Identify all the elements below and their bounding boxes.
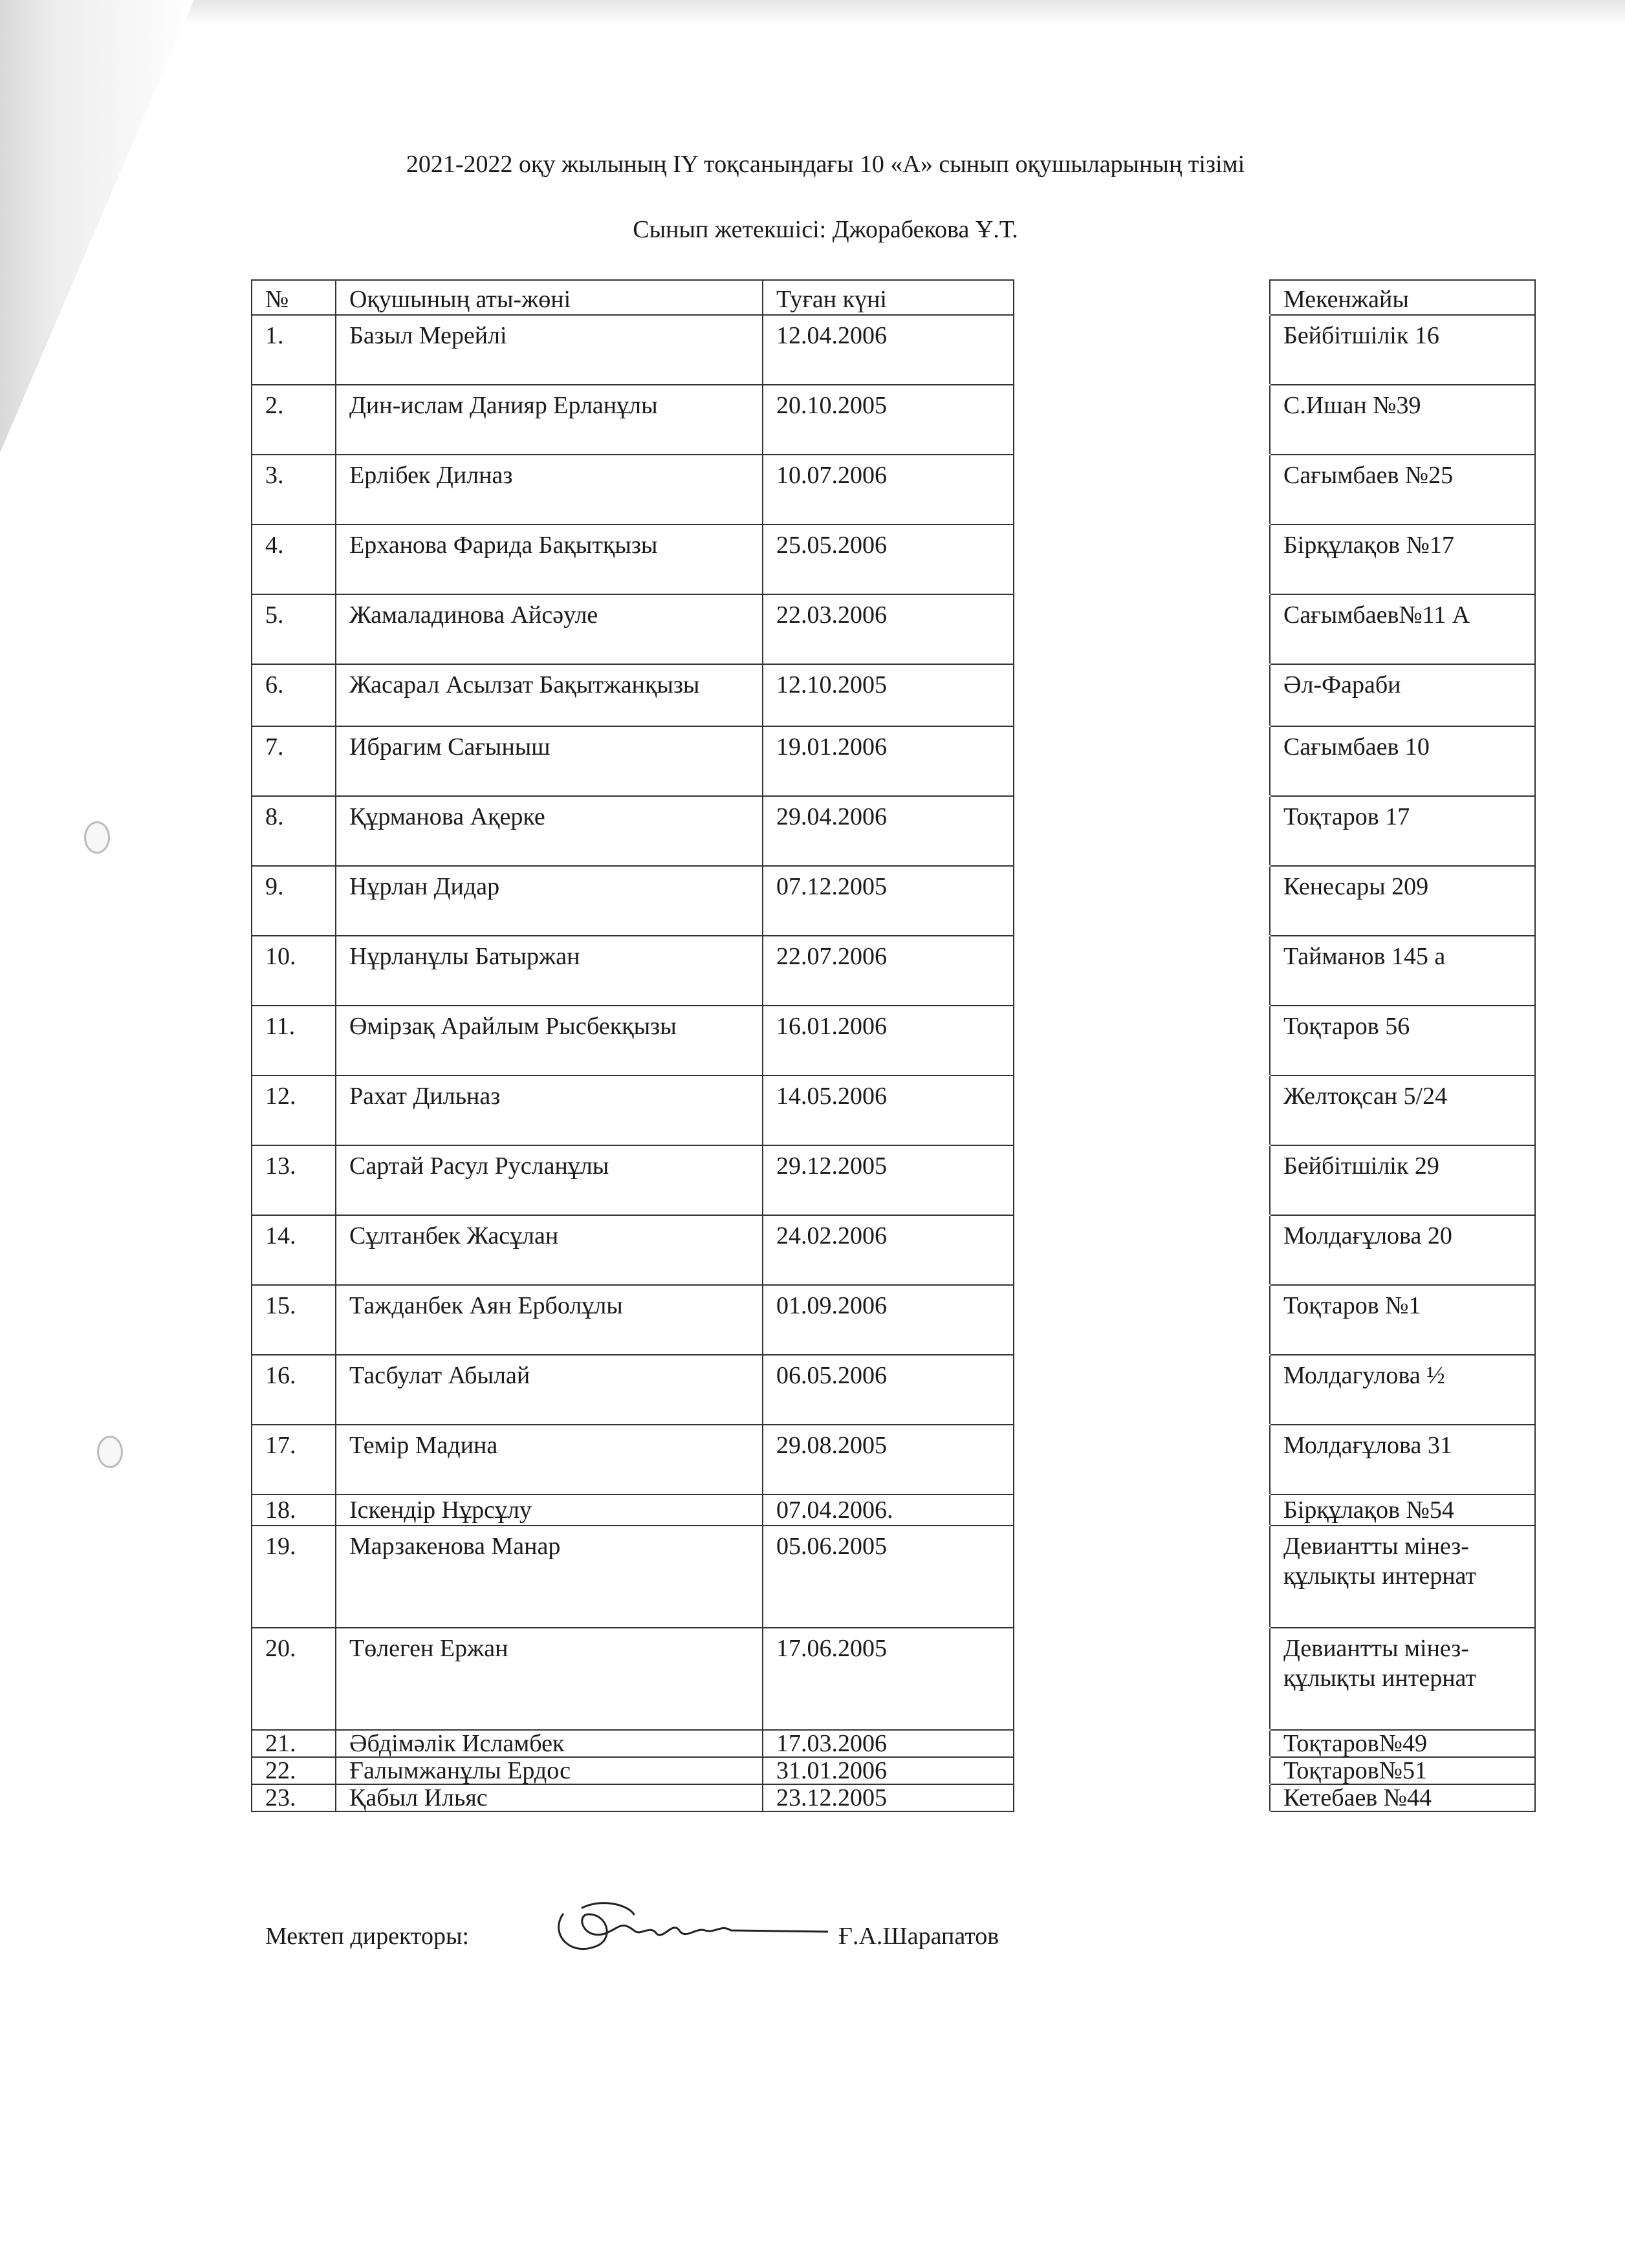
- birth-date: 29.08.2005: [763, 1425, 1014, 1495]
- phone-redacted: [1014, 936, 1270, 1006]
- table-row: [252, 1730, 1535, 1757]
- phone-redacted: [1014, 385, 1270, 455]
- phone-redacted: [1014, 664, 1270, 726]
- row-number: 22.: [252, 1757, 336, 1784]
- address: Сағымбаев 10: [1270, 726, 1535, 796]
- birth-date: 29.04.2006: [763, 796, 1014, 866]
- row-number: 9.: [252, 866, 336, 936]
- student-name: Өмірзақ Арайлым Рысбекқызы: [336, 1006, 763, 1075]
- phone-redacted: [1014, 1730, 1270, 1757]
- birth-date: 19.01.2006: [763, 726, 1014, 796]
- birth-date: 14.05.2006: [763, 1075, 1014, 1145]
- birth-date: 07.12.2005: [763, 866, 1014, 936]
- row-number: 13.: [252, 1145, 336, 1215]
- student-name: Дин-ислам Данияр Ерланұлы: [336, 385, 763, 455]
- table-row: [252, 1784, 1535, 1811]
- row-number: 17.: [252, 1425, 336, 1495]
- address: Молдағұлова 20: [1270, 1215, 1535, 1285]
- phone-redacted: [1014, 1784, 1270, 1811]
- director-signature: [543, 1895, 828, 1960]
- address: Тоқтаров 56: [1270, 1006, 1535, 1075]
- row-number: 23.: [252, 1784, 336, 1811]
- student-name: Тажданбек Аян Ерболұлы: [336, 1285, 763, 1355]
- page-fold-shadow: [0, 0, 194, 2268]
- student-name: Ерлібек Дилназ: [336, 455, 763, 524]
- address: С.Ишан №39: [1270, 385, 1535, 455]
- student-name: Ғалымжанұлы Ердос: [336, 1757, 763, 1784]
- birth-date: 23.12.2005: [763, 1784, 1014, 1811]
- director-label: Мектеп директоры:: [265, 1923, 470, 1950]
- phone-redacted: [1014, 1285, 1270, 1355]
- row-number: 16.: [252, 1355, 336, 1425]
- table-row: [252, 1757, 1535, 1784]
- phone-redacted: [1014, 1355, 1270, 1425]
- table-row: [252, 1006, 1535, 1075]
- address: Тоқтаров 17: [1270, 796, 1535, 866]
- phone-redacted: [1014, 524, 1270, 594]
- table-row: [252, 524, 1535, 594]
- header-number: №: [252, 280, 336, 315]
- student-name: Ерханова Фарида Бақытқызы: [336, 524, 763, 594]
- birth-date: 16.01.2006: [763, 1006, 1014, 1075]
- row-number: 19.: [252, 1526, 336, 1628]
- birth-date: 17.03.2006: [763, 1730, 1014, 1757]
- phone-redacted: [1014, 1075, 1270, 1145]
- birth-date: 06.05.2006: [763, 1355, 1014, 1425]
- phone-redacted: [1014, 455, 1270, 524]
- birth-date: 20.10.2005: [763, 385, 1014, 455]
- table-row: [252, 1215, 1535, 1285]
- birth-date: 05.06.2005: [763, 1526, 1014, 1628]
- table-header-row: [252, 280, 1535, 315]
- document-subtitle: Сынып жетекшісі: Джорабекова Ұ.Т.: [633, 216, 1018, 243]
- student-name: Жасарал Асылзат Бақытжанқызы: [336, 664, 763, 726]
- address: Бірқұлақов №17: [1270, 524, 1535, 594]
- address: Желтоқсан 5/24: [1270, 1075, 1535, 1145]
- address: Бейбітшілік 16: [1270, 315, 1535, 385]
- address: Девиантты мінез-құлықты интернат: [1270, 1526, 1535, 1628]
- table-row: [252, 726, 1535, 796]
- table-row: [252, 664, 1535, 726]
- student-name: Нұрланұлы Батыржан: [336, 936, 763, 1006]
- row-number: 4.: [252, 524, 336, 594]
- phone-redacted: [1014, 1215, 1270, 1285]
- table-row: [252, 1285, 1535, 1355]
- row-number: 1.: [252, 315, 336, 385]
- row-number: 14.: [252, 1215, 336, 1285]
- table-row: [252, 936, 1535, 1006]
- phone-redacted: [1014, 1495, 1270, 1526]
- table-row: [252, 455, 1535, 524]
- document-title: 2021-2022 оқу жылының IY тоқсанындағы 10 «А» сынып оқушыларының тізімі: [406, 151, 1245, 178]
- table-row: [252, 1425, 1535, 1495]
- table-row: [252, 1075, 1535, 1145]
- address: Тайманов 145 а: [1270, 936, 1535, 1006]
- student-name: Қабыл Ильяс: [336, 1784, 763, 1811]
- address: Молдагулова ½: [1270, 1355, 1535, 1425]
- address: Әл-Фараби: [1270, 664, 1535, 726]
- birth-date: 25.05.2006: [763, 524, 1014, 594]
- phone-redacted: [1014, 1425, 1270, 1495]
- phone-redacted: [1014, 315, 1270, 385]
- punch-hole: [97, 1436, 123, 1468]
- address: Сағымбаев№11 А: [1270, 594, 1535, 664]
- student-name: Әбдімәлік Исламбек: [336, 1730, 763, 1757]
- student-name: Құрманова Ақерке: [336, 796, 763, 866]
- table-row: [252, 315, 1535, 385]
- page-top-edge: [0, 0, 1625, 26]
- birth-date: 12.10.2005: [763, 664, 1014, 726]
- header-phone-redacted: [1014, 280, 1270, 315]
- phone-redacted: [1014, 1757, 1270, 1784]
- student-name: Ибрагим Сағыныш: [336, 726, 763, 796]
- student-name: Тасбулат Абылай: [336, 1355, 763, 1425]
- birth-date: 31.01.2006: [763, 1757, 1014, 1784]
- birth-date: 24.02.2006: [763, 1215, 1014, 1285]
- address: Тоқтаров№51: [1270, 1757, 1535, 1784]
- table-row: [252, 1355, 1535, 1425]
- address: Бейбітшілік 29: [1270, 1145, 1535, 1215]
- row-number: 12.: [252, 1075, 336, 1145]
- birth-date: 22.03.2006: [763, 594, 1014, 664]
- birth-date: 17.06.2005: [763, 1628, 1014, 1730]
- punch-hole: [84, 821, 110, 854]
- row-number: 3.: [252, 455, 336, 524]
- student-name: Марзакенова Манар: [336, 1526, 763, 1628]
- student-name: Сұлтанбек Жасұлан: [336, 1215, 763, 1285]
- phone-redacted: [1014, 1628, 1270, 1730]
- row-number: 7.: [252, 726, 336, 796]
- row-number: 21.: [252, 1730, 336, 1757]
- student-name: Сартай Расул Русланұлы: [336, 1145, 763, 1215]
- student-name: Рахат Дильназ: [336, 1075, 763, 1145]
- row-number: 18.: [252, 1495, 336, 1526]
- row-number: 11.: [252, 1006, 336, 1075]
- table-row: [252, 866, 1535, 936]
- student-table: [251, 279, 1536, 1812]
- address: Тоқтаров№49: [1270, 1730, 1535, 1757]
- student-name: Жамаладинова Айсәуле: [336, 594, 763, 664]
- birth-date: 10.07.2006: [763, 455, 1014, 524]
- table-row: [252, 1495, 1535, 1526]
- birth-date: 07.04.2006.: [763, 1495, 1014, 1526]
- address: Тоқтаров №1: [1270, 1285, 1535, 1355]
- student-name: Базыл Мерейлі: [336, 315, 763, 385]
- header-address: Мекенжайы: [1270, 280, 1535, 315]
- table-row: [252, 796, 1535, 866]
- address: Молдағұлова 31: [1270, 1425, 1535, 1495]
- phone-redacted: [1014, 1145, 1270, 1215]
- address: Сағымбаев №25: [1270, 455, 1535, 524]
- address: Девиантты мінез-құлықты интернат: [1270, 1628, 1535, 1730]
- row-number: 6.: [252, 664, 336, 726]
- header-name: Оқушының аты-жөні: [336, 280, 763, 315]
- table-row: [252, 1628, 1535, 1730]
- birth-date: 22.07.2006: [763, 936, 1014, 1006]
- phone-redacted: [1014, 796, 1270, 866]
- table-row: [252, 1526, 1535, 1628]
- phone-redacted: [1014, 1526, 1270, 1628]
- row-number: 20.: [252, 1628, 336, 1730]
- header-dob: Туған күні: [763, 280, 1014, 315]
- phone-redacted: [1014, 726, 1270, 796]
- address: Кенесары 209: [1270, 866, 1535, 936]
- table-row: [252, 594, 1535, 664]
- birth-date: 01.09.2006: [763, 1285, 1014, 1355]
- phone-redacted: [1014, 1006, 1270, 1075]
- row-number: 5.: [252, 594, 336, 664]
- row-number: 10.: [252, 936, 336, 1006]
- birth-date: 12.04.2006: [763, 315, 1014, 385]
- student-name: Нұрлан Дидар: [336, 866, 763, 936]
- student-name: Темір Мадина: [336, 1425, 763, 1495]
- row-number: 2.: [252, 385, 336, 455]
- phone-redacted: [1014, 594, 1270, 664]
- table-row: [252, 1145, 1535, 1215]
- address: Бірқұлақов №54: [1270, 1495, 1535, 1526]
- phone-redacted: [1014, 866, 1270, 936]
- table-row: [252, 385, 1535, 455]
- birth-date: 29.12.2005: [763, 1145, 1014, 1215]
- director-name: Ғ.А.Шарапатов: [838, 1923, 999, 1950]
- row-number: 8.: [252, 796, 336, 866]
- student-name: Іскендір Нұрсұлу: [336, 1495, 763, 1526]
- row-number: 15.: [252, 1285, 336, 1355]
- student-name: Төлеген Ержан: [336, 1628, 763, 1730]
- address: Кетебаев №44: [1270, 1784, 1535, 1811]
